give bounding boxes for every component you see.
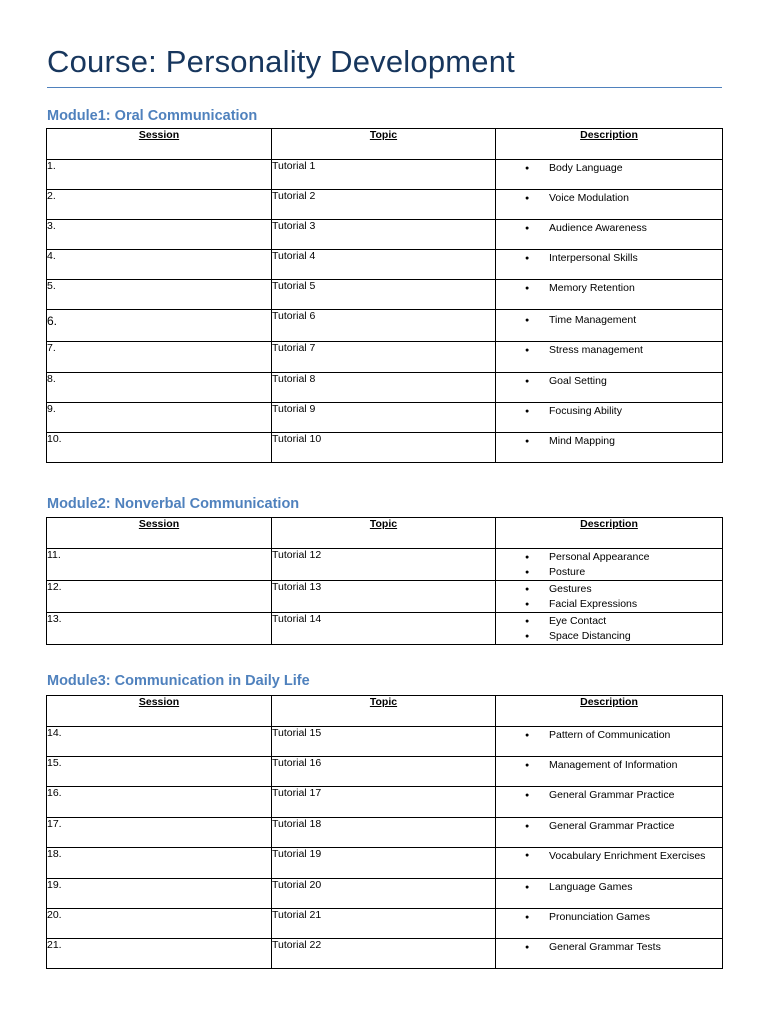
description-item: ● Time Management xyxy=(496,313,722,329)
session-number: 20. xyxy=(47,909,272,939)
topic-cell: Tutorial 7 xyxy=(272,342,496,373)
session-number: 19. xyxy=(47,879,272,909)
description-item: ● Audience Awareness xyxy=(496,221,722,237)
table-row xyxy=(47,373,723,403)
table-row xyxy=(47,190,723,220)
session-number: 16. xyxy=(47,787,272,818)
topic-cell: Tutorial 19 xyxy=(272,848,496,879)
description-item: ● Body Language xyxy=(496,161,722,177)
description-cell xyxy=(496,280,723,310)
session-number: 3. xyxy=(47,220,272,250)
description-item: ● Mind Mapping xyxy=(496,434,722,450)
module-3-heading: Module3: Communication in Daily Life xyxy=(47,673,310,689)
topic-column-header: Topic xyxy=(272,518,496,549)
description-item: ● Space Distancing xyxy=(496,629,722,645)
topic-cell: Tutorial 4 xyxy=(272,250,496,280)
topic-cell: Tutorial 17 xyxy=(272,787,496,818)
title-divider xyxy=(47,87,722,88)
topic-cell: Tutorial 1 xyxy=(272,160,496,190)
description-cell xyxy=(496,220,723,250)
description-item: ● Gestures xyxy=(496,582,722,598)
table-row xyxy=(47,613,723,645)
table-row xyxy=(47,909,723,939)
topic-cell: Tutorial 16 xyxy=(272,757,496,787)
description-item: ● General Grammar Tests xyxy=(496,940,722,956)
description-column-header: Description xyxy=(496,129,723,160)
description-cell xyxy=(496,160,723,190)
table-row xyxy=(47,310,723,342)
table-header-row xyxy=(47,129,723,160)
table-row xyxy=(47,848,723,879)
table-row xyxy=(47,220,723,250)
table-row xyxy=(47,433,723,463)
description-item: ● Pronunciation Games xyxy=(496,910,722,926)
description-cell xyxy=(496,939,723,969)
session-number: 2. xyxy=(47,190,272,220)
description-cell xyxy=(496,727,723,757)
description-cell xyxy=(496,250,723,280)
topic-cell: Tutorial 6 xyxy=(272,310,496,342)
description-item: ● General Grammar Practice xyxy=(496,788,722,804)
session-number: 11. xyxy=(47,549,272,581)
page-title: Course: Personality Development xyxy=(47,44,515,79)
session-number: 7. xyxy=(47,342,272,373)
session-number: 5. xyxy=(47,280,272,310)
description-cell xyxy=(496,403,723,433)
session-number: 14. xyxy=(47,727,272,757)
topic-cell: Tutorial 18 xyxy=(272,818,496,848)
description-item: ● Management of Information xyxy=(496,758,722,774)
session-number: 18. xyxy=(47,848,272,879)
topic-cell: Tutorial 14 xyxy=(272,613,496,645)
session-column-header: Session xyxy=(47,129,272,160)
description-item: ● Personal Appearance xyxy=(496,550,722,566)
table-header-row xyxy=(47,696,723,727)
description-column-header: Description xyxy=(496,518,723,549)
topic-column-header: Topic xyxy=(272,696,496,727)
session-number: 1. xyxy=(47,160,272,190)
description-cell xyxy=(496,787,723,818)
description-cell xyxy=(496,433,723,463)
table-row xyxy=(47,939,723,969)
description-item: ● Posture xyxy=(496,565,722,581)
module-2-table xyxy=(46,517,723,645)
description-item: ● Facial Expressions xyxy=(496,597,722,613)
topic-cell: Tutorial 10 xyxy=(272,433,496,463)
table-row xyxy=(47,879,723,909)
description-item: ● Language Games xyxy=(496,880,722,896)
description-cell xyxy=(496,342,723,373)
session-column-header: Session xyxy=(47,518,272,549)
session-number: 6. xyxy=(47,310,272,342)
topic-cell: Tutorial 22 xyxy=(272,939,496,969)
session-number: 12. xyxy=(47,581,272,613)
description-cell xyxy=(496,190,723,220)
table-row xyxy=(47,787,723,818)
table-row xyxy=(47,280,723,310)
table-row xyxy=(47,403,723,433)
session-number: 8. xyxy=(47,373,272,403)
description-item: ● Eye Contact xyxy=(496,614,722,630)
topic-cell: Tutorial 3 xyxy=(272,220,496,250)
session-column-header: Session xyxy=(47,696,272,727)
session-number: 15. xyxy=(47,757,272,787)
session-number: 17. xyxy=(47,818,272,848)
table-row xyxy=(47,727,723,757)
description-cell xyxy=(496,581,723,613)
description-item: ● Voice Modulation xyxy=(496,191,722,207)
description-item: ● Stress management xyxy=(496,343,722,359)
topic-cell: Tutorial 9 xyxy=(272,403,496,433)
description-item: ● Pattern of Communication xyxy=(496,728,722,744)
topic-cell: Tutorial 21 xyxy=(272,909,496,939)
description-item: ● Memory Retention xyxy=(496,281,722,297)
table-row xyxy=(47,549,723,581)
topic-cell: Tutorial 20 xyxy=(272,879,496,909)
topic-cell: Tutorial 12 xyxy=(272,549,496,581)
table-row xyxy=(47,581,723,613)
session-number: 9. xyxy=(47,403,272,433)
session-number: 10. xyxy=(47,433,272,463)
description-cell xyxy=(496,549,723,581)
session-number: 13. xyxy=(47,613,272,645)
table-row xyxy=(47,818,723,848)
topic-cell: Tutorial 13 xyxy=(272,581,496,613)
description-item: ● Interpersonal Skills xyxy=(496,251,722,267)
topic-cell: Tutorial 8 xyxy=(272,373,496,403)
module-1-heading: Module1: Oral Communication xyxy=(47,108,258,124)
table-row xyxy=(47,250,723,280)
topic-column-header: Topic xyxy=(272,129,496,160)
module-1-table xyxy=(46,128,723,463)
description-cell xyxy=(496,909,723,939)
description-cell xyxy=(496,818,723,848)
session-number: 4. xyxy=(47,250,272,280)
module-2-heading: Module2: Nonverbal Communication xyxy=(47,496,300,512)
description-item: ● Vocabulary Enrichment Exercises xyxy=(496,849,722,864)
description-cell xyxy=(496,613,723,645)
table-row xyxy=(47,160,723,190)
description-item: ● Goal Setting xyxy=(496,374,722,390)
description-item: ● General Grammar Practice xyxy=(496,819,722,835)
description-column-header: Description xyxy=(496,696,723,727)
table-row xyxy=(47,757,723,787)
description-cell xyxy=(496,879,723,909)
topic-cell: Tutorial 5 xyxy=(272,280,496,310)
description-cell xyxy=(496,310,723,342)
topic-cell: Tutorial 15 xyxy=(272,727,496,757)
table-row xyxy=(47,342,723,373)
session-number: 21. xyxy=(47,939,272,969)
description-cell xyxy=(496,757,723,787)
description-cell xyxy=(496,848,723,879)
table-header-row xyxy=(47,518,723,549)
topic-cell: Tutorial 2 xyxy=(272,190,496,220)
module-3-table xyxy=(46,695,723,969)
description-cell xyxy=(496,373,723,403)
description-item: ● Focusing Ability xyxy=(496,404,722,420)
